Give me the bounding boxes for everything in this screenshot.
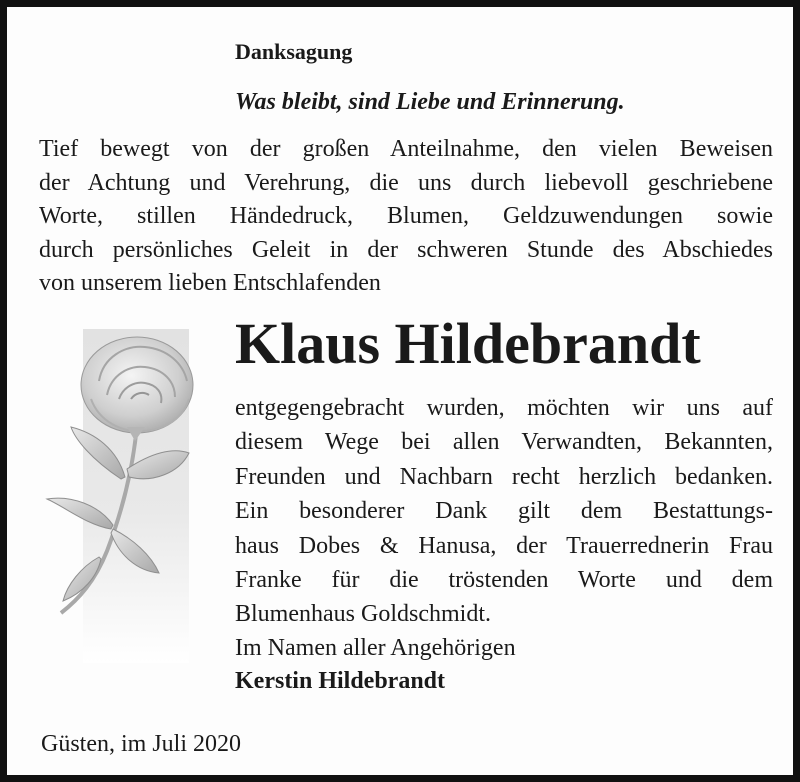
intro-line: durch persönliches Geleit in der schweren Stunde des Abschiedes [39,236,773,263]
signature-name: Kerstin Hildebrandt [235,668,446,694]
rose-illustration [41,329,205,663]
thanks-line: haus Dobes & Hanusa, der Trauerrednerin Frau [235,532,773,559]
thanks-paragraph [235,391,773,632]
thanks-line: Blumenhaus Goldschmidt. [235,601,491,628]
signature-intro: Im Namen aller Angehörigen [235,635,516,661]
intro-line: der Achtung und Verehrung, die uns durch liebevoll geschriebene [39,169,773,196]
notice-motto: Was bleibt, sind Liebe und Erinnerung. [235,89,625,115]
place-date: Güsten, im Juli 2020 [41,731,242,757]
thanks-line: entgegengebracht wurden, möchten wir uns auf [235,395,773,421]
intro-paragraph [39,133,773,301]
thanks-line: Freunden und Nachbarn recht herzlich bedanken. [235,463,773,490]
intro-line: Worte, stillen Händedruck, Blumen, Geldzuwendungen sowie [39,203,773,230]
thanks-line: Franke für die tröstenden Worte und dem [235,567,773,594]
notice-heading: Danksagung [235,39,353,64]
intro-line: von unserem lieben Entschlafenden [39,270,381,297]
thanks-line: diesem Wege bei allen Verwandten, Bekannten, [235,429,773,456]
deceased-name: Klaus Hildebrandt [235,311,701,376]
thanks-line: Ein besonderer Dank gilt dem Bestattungs- [235,498,773,525]
intro-line: Tief bewegt von der großen Anteilnahme, den vielen Beweisen [39,136,773,162]
